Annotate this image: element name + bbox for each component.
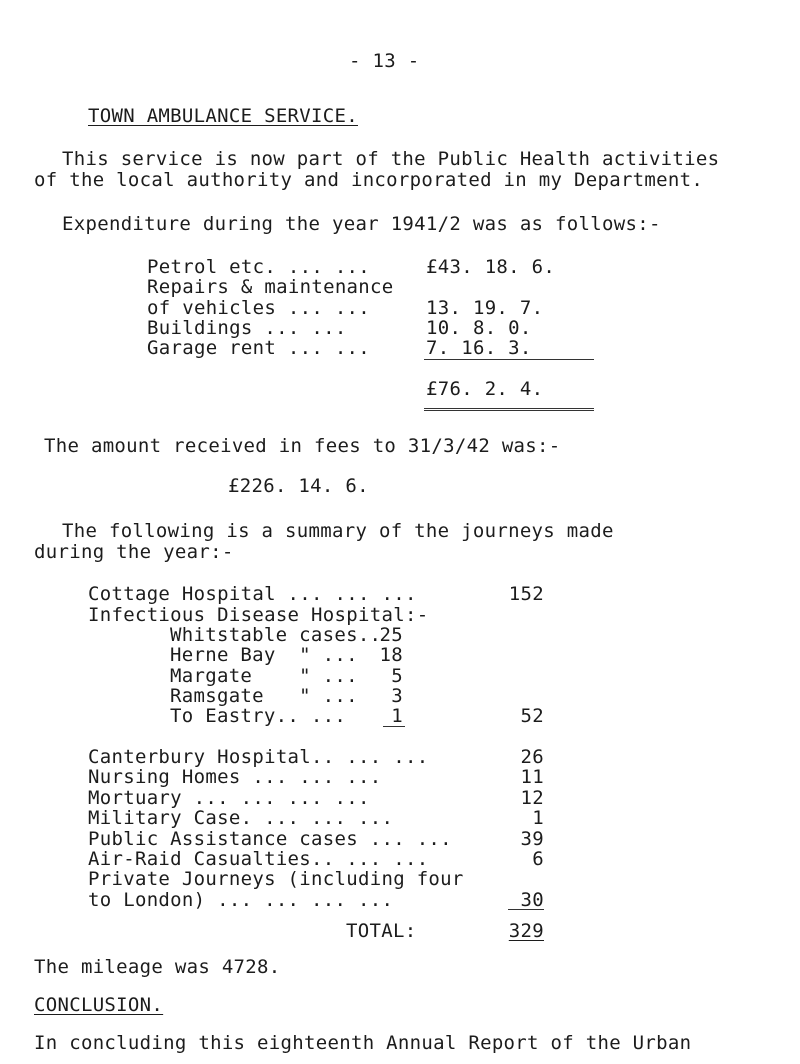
total-double-rule <box>424 408 594 411</box>
infectious-label: Herne Bay " ... <box>170 644 358 666</box>
infectious-label: Ramsgate " ... <box>170 685 358 707</box>
expense-label: Buildings ... ... <box>147 317 347 339</box>
infectious-label: Whitstable cases.. <box>170 624 382 646</box>
fees-line: The amount received in fees to 31/3/42 was:- <box>44 435 561 457</box>
total-label: TOTAL: <box>346 920 417 942</box>
infectious-value: 25 <box>379 624 403 646</box>
journeys-rule <box>508 909 544 910</box>
expenditure-lead: Expenditure during the year 1941/2 was as follows:- <box>62 213 661 235</box>
fees-amount: £226. 14. 6. <box>228 475 369 497</box>
expense-amount: 13. 19. 7. <box>426 297 544 319</box>
journey-value: 30 <box>520 889 544 911</box>
summary-line-2: during the year:- <box>34 541 234 563</box>
journey-label: Public Assistance cases ... ... <box>88 828 452 850</box>
expense-amount: £43. 18. 6. <box>426 256 556 278</box>
journey-value: 39 <box>520 828 544 850</box>
mileage-line: The mileage was 4728. <box>34 956 281 978</box>
page-number: - 13 - <box>349 50 420 72</box>
infectious-label: To Eastry.. ... <box>170 705 347 727</box>
infectious-label: Margate " ... <box>170 665 358 687</box>
infectious-value: 1 <box>391 705 403 727</box>
journey-value: 26 <box>520 746 544 768</box>
journey-label: to London) ... ... ... ... <box>88 889 394 911</box>
journey-value: 152 <box>508 583 544 605</box>
expense-amount: 7. 16. 3. <box>426 337 532 359</box>
expense-label: Petrol etc. ... ... <box>147 256 371 278</box>
intro-line-1: This service is now part of the Public Health activities <box>62 148 720 170</box>
journey-label: Private Journeys (including four <box>88 868 464 890</box>
intro-line-2: of the local authority and incorporated in my Department. <box>34 169 704 191</box>
total-value: 329 <box>508 920 544 942</box>
journey-label: Air-Raid Casualties.. ... ... <box>88 848 429 870</box>
journey-label: Military Case. ... ... ... <box>88 807 394 829</box>
journey-value: 6 <box>532 848 544 870</box>
journey-value: 12 <box>520 787 544 809</box>
section-heading: TOWN AMBULANCE SERVICE. <box>88 105 358 127</box>
journey-label: Mortuary ... ... ... ... <box>88 787 370 809</box>
infectious-heading: Infectious Disease Hospital:- <box>88 604 429 626</box>
journey-label: Cottage Hospital ... ... ... <box>88 583 417 605</box>
summary-line-1: The following is a summary of the journeys made <box>62 520 614 542</box>
journey-label: Nursing Homes ... ... ... <box>88 766 382 788</box>
infectious-value: 18 <box>379 644 403 666</box>
expense-total: £76. 2. 4. <box>426 378 544 400</box>
conclusion-line: In concluding this eighteenth Annual Report of the Urban <box>34 1032 692 1054</box>
expense-amount: 10. 8. 0. <box>426 317 532 339</box>
subtotal-rule <box>424 359 594 360</box>
infectious-total: 52 <box>520 705 544 727</box>
infectious-value: 5 <box>391 665 403 687</box>
journey-value: 1 <box>532 807 544 829</box>
expense-label: Repairs & maintenance <box>147 276 394 298</box>
journey-label: Canterbury Hospital.. ... ... <box>88 746 429 768</box>
expense-label: of vehicles ... ... <box>147 297 371 319</box>
infectious-rule <box>383 726 405 727</box>
expense-label: Garage rent ... ... <box>147 337 371 359</box>
conclusion-heading: CONCLUSION. <box>34 994 164 1016</box>
infectious-value: 3 <box>391 685 403 707</box>
journey-value: 11 <box>520 766 544 788</box>
